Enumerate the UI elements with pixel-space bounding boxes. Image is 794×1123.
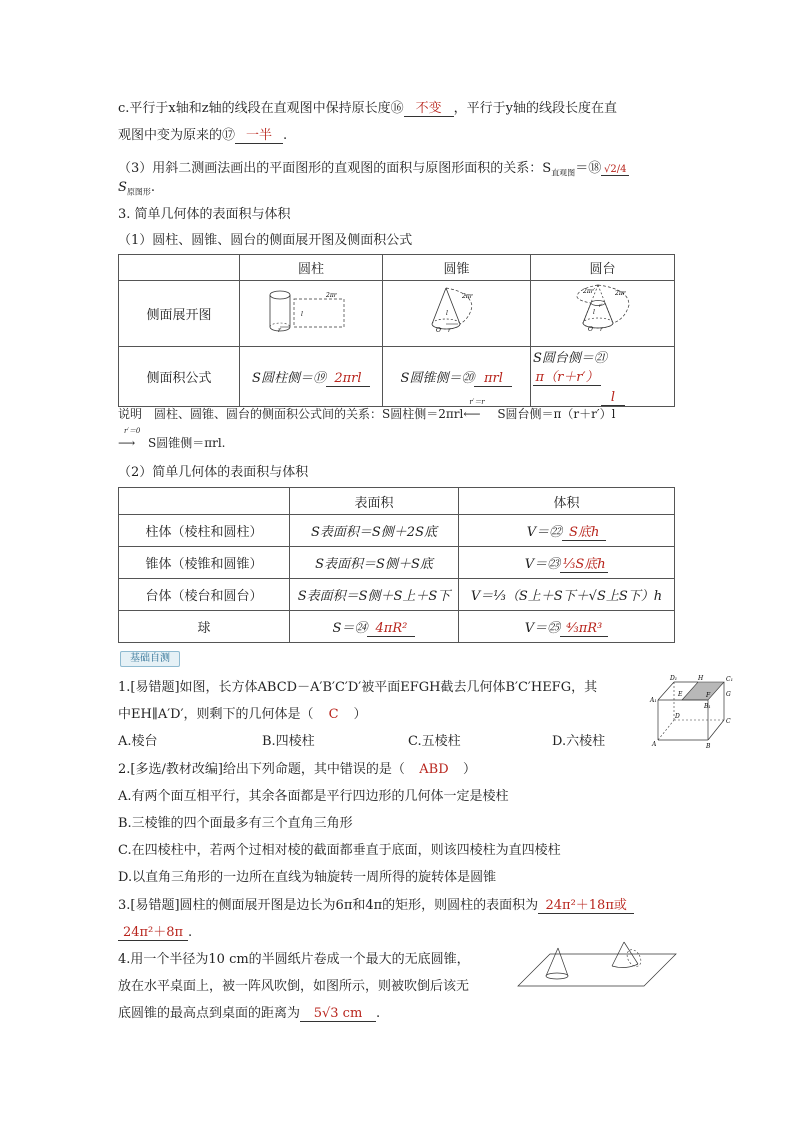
para-c-text3: 观图中变为原来的⑰ (118, 128, 236, 143)
frustum-net-svg (553, 283, 653, 341)
para-c-line1 (118, 97, 617, 117)
q3-answer-a: 24π²＋18π或 (538, 894, 634, 914)
q4-text: 底圆锥的最高点到桌面的距离为 (118, 1006, 301, 1021)
q2-option-c: C.在四棱柱中，若两个过相对棱的截面都垂直于底面，则该四棱柱为直四棱柱 (118, 843, 561, 858)
q2-option-d: D.以直角三角形的一边所在直线为轴旋转一周所得的旋转体是圆锥 (118, 870, 497, 885)
fig-label: A (652, 741, 657, 748)
t2-header-empty (119, 488, 290, 515)
t2-volume-cell (459, 547, 675, 579)
fig-label: G (726, 691, 731, 698)
q3-line2 (118, 921, 192, 941)
lbl-r: r (278, 326, 281, 334)
t2-row-label: 柱体（棱柱和圆柱） (119, 515, 290, 547)
note-arrow2-label: r′＝0 (124, 427, 141, 435)
q1-answer: C (328, 707, 339, 722)
subsection-2-title: （2）简单几何体的表面积与体积 (118, 465, 309, 480)
frustum-net-figure (531, 281, 675, 347)
subsection-1-title: （1）圆柱、圆锥、圆台的侧面展开图及侧面积公式 (118, 233, 413, 248)
q1-line2-text: 中EH∥A′D′，则剩下的几何体是（ (118, 707, 314, 722)
q1-choice-b: B.四棱柱 (262, 734, 315, 749)
t2-surface-cell: S表面积＝S侧＋2S底 (290, 515, 459, 547)
fig-label: C (726, 718, 731, 725)
answer-19: 2πrl (326, 371, 370, 387)
t2-sphere-surface-prefix: S＝㉔ (332, 620, 368, 636)
q3-answer-b: 24π²＋8π (118, 921, 188, 941)
t1-row1-label: 侧面展开图 (119, 281, 240, 347)
frustum-formula: S圆台侧＝㉑ (533, 351, 607, 366)
fig-label: B (706, 743, 711, 750)
table-lateral-area (118, 254, 675, 407)
cylinder-formula-cell (240, 347, 383, 407)
cylinder-net-svg (266, 287, 356, 337)
table-surface-volume (118, 487, 675, 643)
t1-header-cylinder: 圆柱 (240, 255, 383, 281)
note-text3: S圆锥侧＝πrl. (148, 436, 226, 450)
para-c-text1: c.平行于x轴和z轴的线段在直观图中保持原长度⑯ (118, 101, 404, 116)
cone-net-figure (383, 281, 531, 347)
lbl-cone-2pir: 2πr (461, 292, 473, 300)
lbl-cone-r: r (447, 326, 451, 334)
q4-line3 (118, 1002, 380, 1022)
q1-choice-a: A.棱台 (118, 734, 158, 749)
lbl-cone-l: l (445, 309, 448, 317)
fig-label: E (678, 691, 683, 698)
fig-label: F (706, 692, 711, 699)
lbl-frustum-rp: r′ (598, 302, 603, 309)
fig-label: C₁ (726, 676, 733, 683)
para-3-sub1: 直观图 (551, 168, 576, 178)
q3-end: . (188, 925, 193, 940)
note-arrow2: r′＝0 ⟶ (118, 427, 141, 450)
note-arrow1-label: r′＝r (469, 398, 485, 406)
lbl-frustum-l: l (592, 308, 595, 316)
q2-stem-text: 2.[多选/教材改编]给出下列命题，其中错误的是（ (118, 762, 405, 777)
frustum-formula-cell (531, 347, 675, 407)
para-3-line1 (118, 157, 629, 179)
answer-22: S底h (562, 521, 606, 541)
t2-header-volume: 体积 (459, 488, 675, 515)
q2-stem (118, 758, 476, 777)
para-3-line2-end: . (150, 180, 156, 195)
q4-line2: 放在水平桌面上，被一阵风吹倒，如图所示，则被吹倒后该无 (118, 979, 470, 994)
q4-line1: 4.用一个半径为10 cm的半圆纸片卷成一个最大的无底圆锥， (118, 952, 470, 967)
t2-volume-cell (459, 515, 675, 547)
answer-20: πrl (474, 371, 512, 387)
note-arrow1: r′＝r ⟵ (463, 398, 485, 421)
para-c-line2 (118, 124, 287, 144)
t2-row-label: 锥体（棱锥和圆锥） (119, 547, 290, 579)
q2-option-b: B.三棱锥的四个面最多有三个直角三角形 (118, 816, 353, 831)
t2-row-label: 台体（棱台和圆台） (119, 579, 290, 611)
answer-16: 不变 (404, 97, 454, 117)
q4-answer: 5√3 cm (300, 1006, 376, 1022)
fig-label: H (698, 675, 704, 682)
q3-text: 3.[易错题]圆柱的侧面展开图是边长为6π和4π的矩形，则圆柱的表面积为 (118, 898, 539, 913)
answer-23: ⅓S底h (560, 553, 608, 573)
q2-answer: ABD (419, 762, 449, 777)
note-text2: S圆台侧＝π（r＋r′）l (497, 407, 616, 421)
cuboid-figure (640, 672, 740, 752)
fig-label: D (675, 713, 680, 720)
t1-header-empty (119, 255, 240, 281)
t2-header-surface: 表面积 (290, 488, 459, 515)
section-badge: 基础自测 (120, 651, 180, 667)
q2-stem-end: ） (462, 762, 476, 777)
note-text1: 说明 圆柱、圆锥、圆台的侧面积公式间的关系：S圆柱侧＝2πrl (118, 407, 464, 421)
q1-choice-c: C.五棱柱 (408, 734, 461, 749)
q1-line1: 1.[易错题]如图，长方体ABCD－A′B′C′D′被平面EFGH截去几何体B′C′HEFG，其 (118, 680, 598, 695)
cone-net-svg (412, 284, 502, 340)
lbl-cone-O: O (435, 326, 441, 334)
t2-surface-cell: S表面积＝S侧＋S底 (290, 547, 459, 579)
q1-choice-d: D.六棱柱 (552, 734, 606, 749)
cut-face (682, 682, 724, 700)
note-line2 (118, 427, 226, 451)
lbl-2pir: 2πr (326, 291, 337, 299)
fig-label: B₁ (704, 703, 711, 710)
t1-header-cone: 圆锥 (383, 255, 531, 281)
q1-line2-end: ） (353, 707, 367, 722)
cylinder-formula: S圆柱侧＝⑲ (252, 370, 326, 386)
t2-surface-cell (290, 611, 459, 643)
cylinder-net-figure (240, 281, 383, 347)
answer-21-a: π（r＋r′） (533, 366, 601, 386)
answer-17: 一半 (235, 124, 283, 144)
para-c-text4: . (283, 128, 288, 143)
q1-line2 (118, 703, 367, 722)
t2-vol-prefix: V＝㉕ (524, 620, 561, 636)
t1-row2-label: 侧面积公式 (119, 347, 240, 407)
para-3-line2 (118, 180, 155, 198)
para-3-sub2: 原图形 (126, 187, 151, 197)
cone-formula-cell (383, 347, 531, 407)
t2-volume-cell (459, 579, 675, 611)
cone-formula: S圆锥侧＝⑳ (400, 370, 475, 386)
answer-24: 4πR² (367, 621, 415, 637)
t2-row-label: 球 (119, 611, 290, 643)
t2-vol-prefix: V＝ (470, 589, 494, 604)
fig-label: A₁ (650, 697, 657, 704)
lbl-frustum-O: O (587, 325, 593, 333)
para-3-text2: ＝⑱ (575, 161, 602, 176)
lbl-frustum-r: r (599, 325, 603, 333)
fig-label: D₁ (670, 675, 678, 682)
answer-21-b: l (601, 390, 625, 406)
t1-header-frustum: 圆台 (531, 255, 675, 281)
answer-25: ⁴⁄₃πR³ (560, 621, 608, 637)
t2-vol-prefix: V＝㉓ (524, 556, 561, 572)
para-3-text1: （3）用斜二测画法画出的平面图形的直观图的面积与原图形面积的关系：S (118, 161, 552, 176)
t2-volume-cell (459, 611, 675, 643)
para-3-line2-s: S (118, 180, 127, 195)
lbl-frustum-2pirp: 2πr′ (582, 287, 595, 295)
q2-option-a: A.有两个面互相平行，其余各面都是平行四边形的几何体一定是棱柱 (118, 789, 509, 804)
t2-surface-cell: S表面积＝S侧＋S上＋S下 (290, 579, 459, 611)
t2-vol-prefix: V＝㉒ (526, 524, 563, 540)
section-3-title: 3. 简单几何体的表面积与体积 (118, 207, 291, 222)
cones-on-table-figure (516, 938, 678, 992)
q3-line1 (118, 894, 634, 914)
lbl-frustum-2pir: 2πr (614, 289, 626, 297)
para-c-text2: ，平行于y轴的线段长度在直 (453, 101, 617, 116)
lbl-l: l (301, 310, 303, 318)
answer-18: √2/4 (601, 164, 629, 176)
q4-end: . (376, 1006, 381, 1021)
t2-frustum-volume: ⅓（S上＋S下＋√S上S下）h (493, 589, 663, 604)
note-line1 (118, 398, 616, 422)
